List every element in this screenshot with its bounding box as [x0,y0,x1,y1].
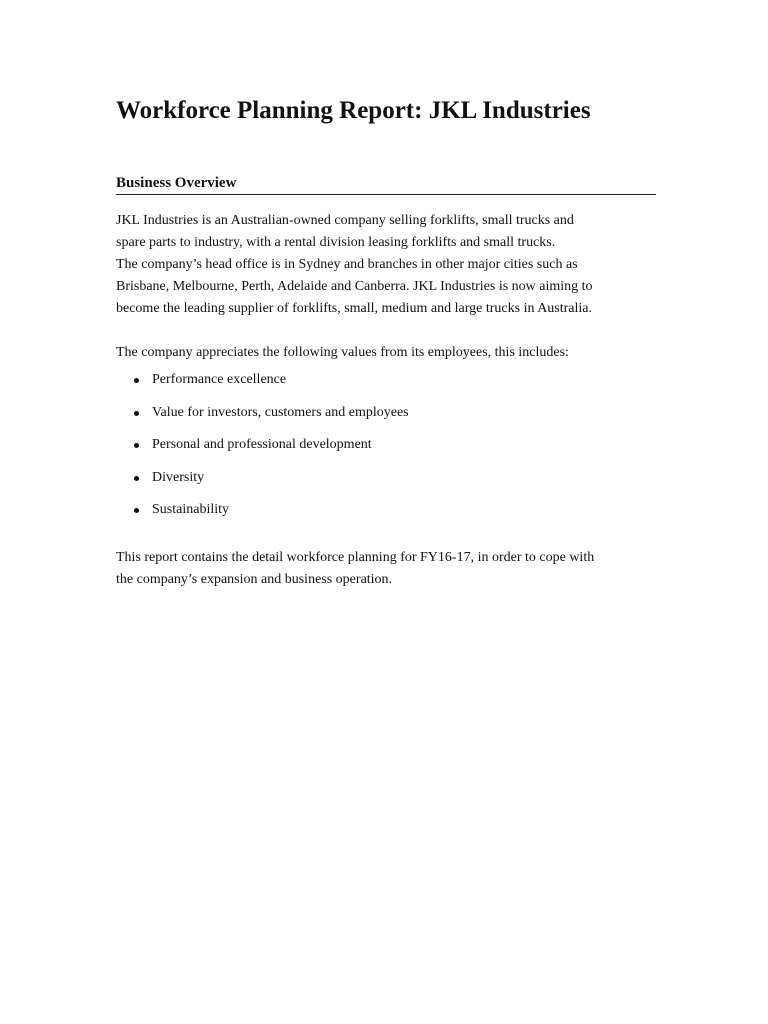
closing-line: the company’s expansion and business operation. [116,572,393,587]
document-title: Workforce Planning Report: JKL Industries [116,97,591,124]
closing-paragraph [116,547,656,591]
document-page [116,96,656,591]
intro-line: become the leading supplier of forklifts, small, medium and large trucks in Australia. [116,301,593,316]
list-item-label: Diversity [152,469,205,485]
intro-line: spare parts to industry, with a rental division leasing forklifts and small trucks. [116,235,556,250]
values-intro: The company appreciates the following values from its employees, this includes: [116,345,569,360]
list-item [116,370,656,390]
values-list [116,370,656,520]
bullet-icon [134,508,139,513]
bullet-icon [134,476,139,481]
bullet-icon [134,443,139,448]
list-item-label: Performance excellence [152,372,287,387]
list-item [116,435,656,455]
intro-line: JKL Industries is an Australian-owned company selling forklifts, small trucks and [116,213,574,228]
bullet-icon [134,378,139,383]
closing-line: This report contains the detail workforce planning for FY16-17, in order to cope with [116,550,595,565]
intro-line: Brisbane, Melbourne, Perth, Adelaide and Canberra. JKL Industries is now aiming to [116,279,593,294]
bullet-icon [134,411,139,416]
list-item [116,500,656,520]
list-item [116,468,656,488]
intro-line: The company’s head office is in Sydney and branches in other major cities such as [116,257,578,272]
list-item-label: Value for investors, customers and employees [152,404,409,420]
list-item-label: Sustainability [152,502,229,517]
list-item-label: Personal and professional development [152,437,372,452]
section-heading: Business Overview [116,173,656,195]
intro-paragraph [116,210,656,320]
list-item [116,403,656,423]
